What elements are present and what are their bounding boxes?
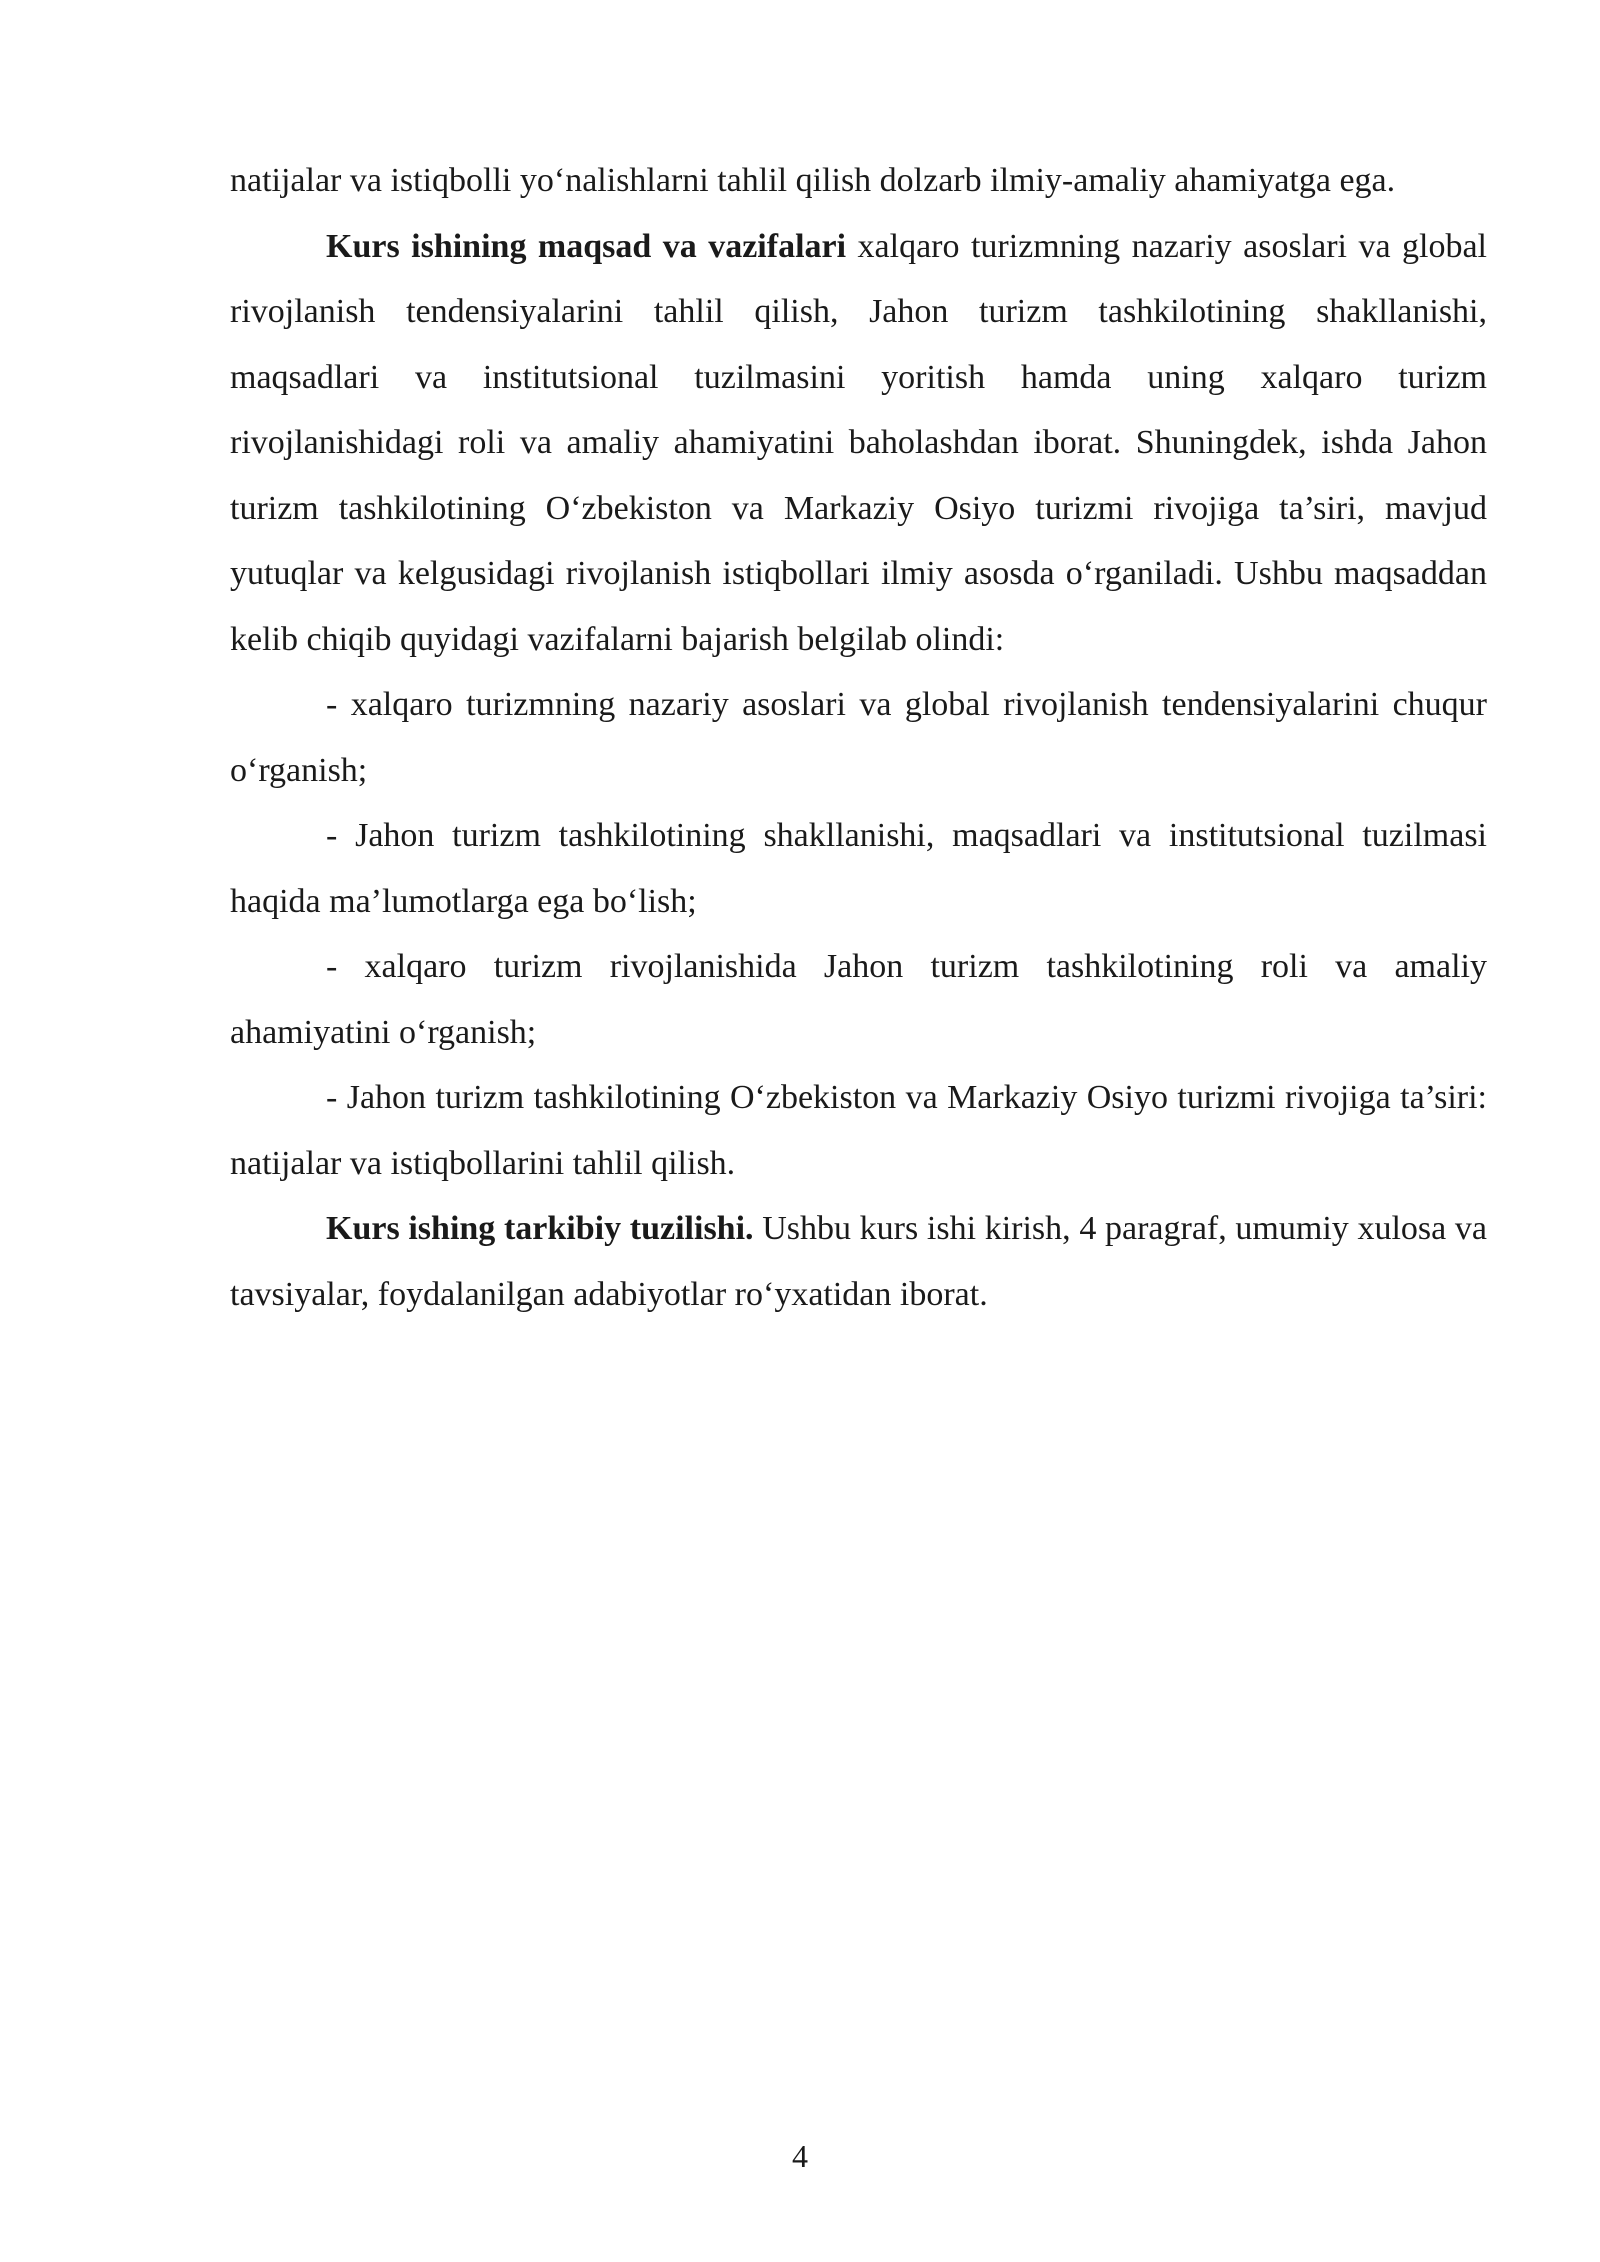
task-item bbox=[230, 803, 1487, 934]
task-item bbox=[230, 934, 1487, 1065]
task-text: - Jahon turizm tashkilotining O‘zbekiston va Markaziy Osiyo turizmi rivojiga ta’siri: natijalar va istiqbollarini tahlil qilish. bbox=[230, 1079, 1487, 1182]
paragraph-heading-goals: Kurs ishining maqsad va vazifalari bbox=[326, 227, 847, 265]
paragraph-heading-structure: Kurs ishing tarkibiy tuzilishi. bbox=[326, 1210, 754, 1247]
task-text: - xalqaro turizmning nazariy asoslari va global rivojlanish tendensiyalarini chuqur o‘rganish; bbox=[230, 686, 1487, 789]
paragraph-text: Ushbu kurs ishi kirish, 4 paragraf, umumiy xulosa va tavsiyalar, foydalanilgan adabiyotlar ro‘yxatidan iborat. bbox=[230, 1210, 1487, 1313]
paragraph-text: natijalar va istiqbolli yo‘nalishlarni tahlil qilish dolzarb ilmiy-amaliy ahamiyatga ega. bbox=[230, 162, 1396, 199]
page-number: 4 bbox=[792, 2138, 808, 2174]
task-item bbox=[230, 1065, 1487, 1196]
paragraph-continuation bbox=[230, 148, 1487, 214]
paragraph-goals bbox=[230, 214, 1487, 673]
page-body bbox=[230, 148, 1487, 1327]
task-text: - Jahon turizm tashkilotining shakllanishi, maqsadlari va institutsional tuzilmasi haqida ma’lumotlarga ega bo‘lish; bbox=[230, 817, 1487, 920]
paragraph-structure bbox=[230, 1196, 1487, 1327]
task-item bbox=[230, 672, 1487, 803]
task-text: - xalqaro turizm rivojlanishida Jahon turizm tashkilotining roli va amaliy ahamiyatini o‘rganish; bbox=[230, 948, 1487, 1051]
paragraph-text: xalqaro turizmning nazariy asoslari va global rivojlanish tendensiyalarini tahlil qilish, Jahon turizm tashkilotining shakllanishi, maqsadlari va institutsional tuzilmasini yoritish hamda uning xalqaro turizm rivojlanishidagi roli va amaliy ahamiyatini baholashdan iborat. Shuningdek, ishda Jahon turizm tashkilotining O‘zbekiston va Markaziy Osiyo turizmi rivojiga ta’siri, mavjud yutuqlar va kelgusidagi rivojlanish istiqbollari ilmiy asosda o‘rganiladi. Ushbu maqsaddan kelib chiqib quyidagi vazifalarni bajarish belgilab olindi: bbox=[230, 227, 1487, 658]
